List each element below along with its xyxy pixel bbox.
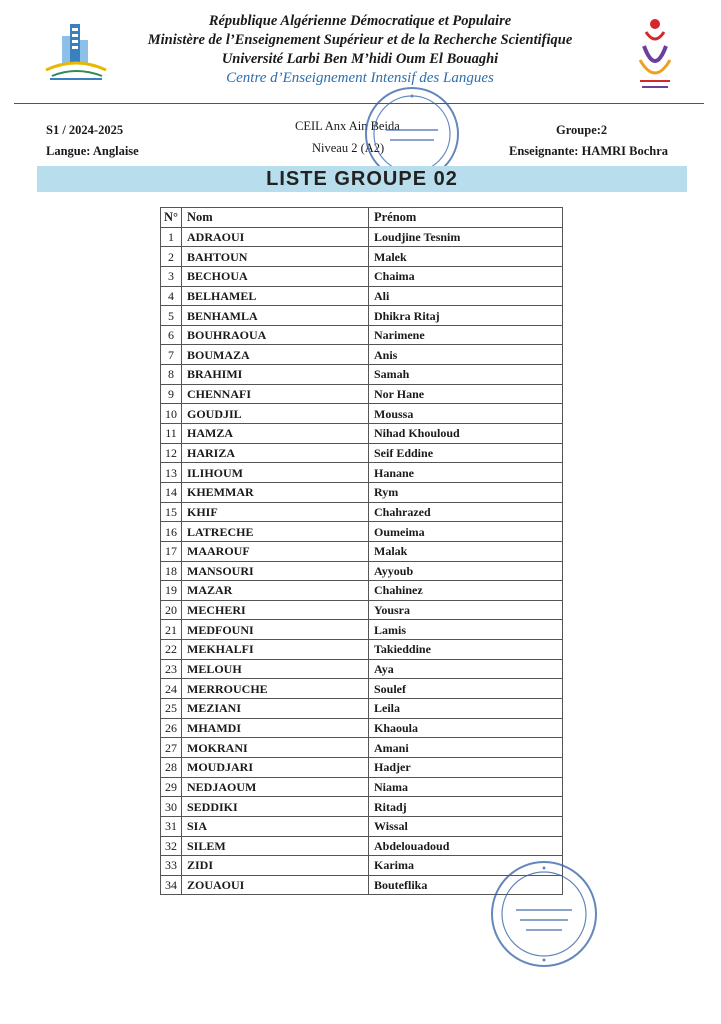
student-nom: BAHTOUN: [182, 247, 369, 267]
table-row: [161, 777, 563, 797]
student-prenom: Nor Hane: [369, 384, 563, 404]
row-number: 9: [161, 384, 182, 404]
row-number: 23: [161, 659, 182, 679]
table-row: [161, 816, 563, 836]
student-prenom: Aya: [369, 659, 563, 679]
table-row: [161, 345, 563, 365]
row-number: 3: [161, 266, 182, 286]
table-row: [161, 286, 563, 306]
student-prenom: Ali: [369, 286, 563, 306]
student-nom: GOUDJIL: [182, 404, 369, 424]
student-prenom: Leila: [369, 699, 563, 719]
table-row: [161, 620, 563, 640]
language-label: Langue: Anglaise: [46, 144, 139, 158]
table-header-row: [161, 208, 563, 228]
ceil-logo-icon: [626, 16, 684, 94]
row-number: 15: [161, 502, 182, 522]
student-prenom: Yousra: [369, 600, 563, 620]
table-row: [161, 738, 563, 758]
table-row: [161, 541, 563, 561]
student-nom: MOUDJARI: [182, 757, 369, 777]
column-header-number: N°: [161, 208, 182, 228]
student-nom: MAAROUF: [182, 541, 369, 561]
row-number: 11: [161, 424, 182, 444]
student-prenom: Ritadj: [369, 797, 563, 817]
row-number: 18: [161, 561, 182, 581]
student-prenom: Ayyoub: [369, 561, 563, 581]
student-prenom: Bouteflika: [369, 875, 563, 895]
student-nom: CHENNAFI: [182, 384, 369, 404]
student-nom: MECHERI: [182, 600, 369, 620]
table-row: [161, 266, 563, 286]
column-header-nom: Nom: [182, 208, 369, 228]
student-prenom: Narimene: [369, 325, 563, 345]
row-number: 33: [161, 856, 182, 876]
table-row: [161, 482, 563, 502]
row-number: 17: [161, 541, 182, 561]
student-nom: BOUMAZA: [182, 345, 369, 365]
student-prenom: Chaima: [369, 266, 563, 286]
row-number: 32: [161, 836, 182, 856]
student-prenom: Wissal: [369, 816, 563, 836]
student-nom: BELHAMEL: [182, 286, 369, 306]
student-prenom: Chahrazed: [369, 502, 563, 522]
student-prenom: Abdelouadoud: [369, 836, 563, 856]
student-nom: ZIDI: [182, 856, 369, 876]
table-row: [161, 699, 563, 719]
row-number: 27: [161, 738, 182, 758]
row-number: 19: [161, 581, 182, 601]
row-number: 30: [161, 797, 182, 817]
student-nom: NEDJAOUM: [182, 777, 369, 797]
student-prenom: Anis: [369, 345, 563, 365]
row-number: 20: [161, 600, 182, 620]
student-nom: ZOUAOUI: [182, 875, 369, 895]
student-prenom: Oumeima: [369, 522, 563, 542]
student-nom: ADRAOUI: [182, 227, 369, 247]
list-title: LISTE GROUPE 02: [266, 168, 458, 190]
table-row: [161, 718, 563, 738]
row-number: 1: [161, 227, 182, 247]
table-row: [161, 463, 563, 483]
row-number: 2: [161, 247, 182, 267]
table-row: [161, 424, 563, 444]
row-number: 29: [161, 777, 182, 797]
row-number: 34: [161, 875, 182, 895]
student-nom: SEDDIKI: [182, 797, 369, 817]
table-row: [161, 836, 563, 856]
table-row: [161, 640, 563, 660]
table-row: [161, 757, 563, 777]
student-nom: BENHAMLA: [182, 306, 369, 326]
student-nom: MOKRANI: [182, 738, 369, 758]
student-nom: BRAHIMI: [182, 365, 369, 385]
student-nom: BOUHRAOUA: [182, 325, 369, 345]
student-nom: MHAMDI: [182, 718, 369, 738]
row-number: 21: [161, 620, 182, 640]
row-number: 5: [161, 306, 182, 326]
row-number: 28: [161, 757, 182, 777]
table-row: [161, 502, 563, 522]
university-line: Université Larbi Ben M’hidi Oum El Bouaghi: [221, 51, 499, 67]
student-prenom: Samah: [369, 365, 563, 385]
row-number: 16: [161, 522, 182, 542]
student-prenom: Niama: [369, 777, 563, 797]
teacher-label: Enseignante: HAMRI Bochra: [509, 144, 669, 158]
row-number: 25: [161, 699, 182, 719]
student-nom: MANSOURI: [182, 561, 369, 581]
student-nom: MEKHALFI: [182, 640, 369, 660]
student-prenom: Loudjine Tesnim: [369, 227, 563, 247]
table-row: [161, 365, 563, 385]
student-nom: KHIF: [182, 502, 369, 522]
row-number: 7: [161, 345, 182, 365]
student-nom: MERROUCHE: [182, 679, 369, 699]
row-number: 26: [161, 718, 182, 738]
republic-line: République Algérienne Démocratique et Populaire: [208, 13, 512, 29]
row-number: 24: [161, 679, 182, 699]
student-prenom: Rym: [369, 482, 563, 502]
table-row: [161, 522, 563, 542]
student-nom: HAMZA: [182, 424, 369, 444]
centre-line: Centre d’Enseignement Intensif des Langues: [226, 70, 494, 86]
table-row: [161, 404, 563, 424]
table-row: [161, 679, 563, 699]
table-row: [161, 306, 563, 326]
student-nom: LATRECHE: [182, 522, 369, 542]
student-prenom: Malak: [369, 541, 563, 561]
row-number: 6: [161, 325, 182, 345]
student-table: [160, 207, 563, 895]
row-number: 12: [161, 443, 182, 463]
row-number: 10: [161, 404, 182, 424]
institution-header: [110, 12, 610, 88]
group-label: Groupe:2: [556, 123, 608, 137]
official-stamp-bottom-icon: [484, 858, 604, 975]
student-prenom: Hadjer: [369, 757, 563, 777]
student-prenom: Moussa: [369, 404, 563, 424]
student-nom: MELOUH: [182, 659, 369, 679]
semester-label: S1 / 2024-2025: [46, 123, 124, 137]
table-row: [161, 797, 563, 817]
row-number: 4: [161, 286, 182, 306]
student-nom: SIA: [182, 816, 369, 836]
student-nom: ILIHOUM: [182, 463, 369, 483]
ministry-line: Ministère de l’Enseignement Supérieur et de la Recherche Scientifique: [147, 32, 573, 48]
row-number: 22: [161, 640, 182, 660]
university-logo-icon: [40, 18, 112, 84]
row-number: 13: [161, 463, 182, 483]
student-nom: MEDFOUNI: [182, 620, 369, 640]
student-prenom: Malek: [369, 247, 563, 267]
table-row: [161, 443, 563, 463]
student-prenom: Soulef: [369, 679, 563, 699]
student-prenom: Amani: [369, 738, 563, 758]
student-prenom: Karima: [369, 856, 563, 876]
student-nom: BECHOUA: [182, 266, 369, 286]
level-label: Niveau 2 (A2): [312, 141, 385, 155]
center-label: CEIL Anx Ain Beida: [295, 119, 400, 133]
title-banner: [37, 166, 687, 192]
row-number: 8: [161, 365, 182, 385]
table-row: [161, 659, 563, 679]
student-prenom: Nihad Khouloud: [369, 424, 563, 444]
student-nom: MAZAR: [182, 581, 369, 601]
student-nom: SILEM: [182, 836, 369, 856]
table-row: [161, 600, 563, 620]
student-prenom: Lamis: [369, 620, 563, 640]
column-header-prenom: Prénom: [369, 208, 563, 228]
student-nom: MEZIANI: [182, 699, 369, 719]
student-nom: HARIZA: [182, 443, 369, 463]
table-row: [161, 247, 563, 267]
row-number: 14: [161, 482, 182, 502]
table-row: [161, 227, 563, 247]
student-prenom: Dhikra Ritaj: [369, 306, 563, 326]
student-prenom: Hanane: [369, 463, 563, 483]
student-nom: KHEMMAR: [182, 482, 369, 502]
student-prenom: Khaoula: [369, 718, 563, 738]
table-row: [161, 325, 563, 345]
table-row: [161, 561, 563, 581]
student-prenom: Seif Eddine: [369, 443, 563, 463]
student-prenom: Chahinez: [369, 581, 563, 601]
row-number: 31: [161, 816, 182, 836]
table-row: [161, 384, 563, 404]
table-row: [161, 581, 563, 601]
student-prenom: Takieddine: [369, 640, 563, 660]
